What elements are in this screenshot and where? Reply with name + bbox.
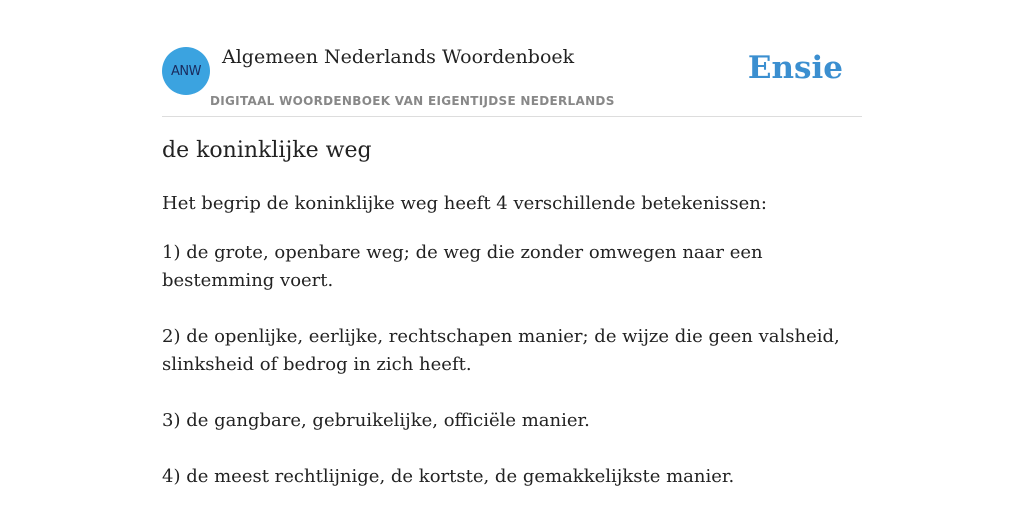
entry-title: de koninklijke weg: [162, 138, 372, 163]
site-header: [162, 40, 862, 117]
site-title[interactable]: Algemeen Nederlands Woordenboek: [222, 46, 575, 68]
site-subtitle: DIGITAAL WOORDENBOEK VAN EIGENTIJDSE NEDERLANDS: [210, 94, 615, 108]
anw-logo[interactable]: [162, 47, 210, 95]
meaning-item: 2) de openlijke, eerlijke, rechtschapen manier; de wijze die geen valsheid, slinksheid of bedrog in zich heeft.: [162, 326, 840, 375]
meaning-item: 3) de gangbare, gebruikelijke, officiële manier.: [162, 410, 590, 431]
logo-text: ANW: [171, 63, 201, 79]
entry-intro: Het begrip de koninklijke weg heeft 4 verschillende betekenissen:: [162, 193, 767, 214]
meaning-item: 1) de grote, openbare weg; de weg die zonder omwegen naar een bestemming voert.: [162, 242, 763, 291]
meaning-item: 4) de meest rechtlijnige, de kortste, de gemakkelijkste manier.: [162, 466, 735, 487]
ensie-brand-link[interactable]: Ensie: [747, 50, 843, 86]
